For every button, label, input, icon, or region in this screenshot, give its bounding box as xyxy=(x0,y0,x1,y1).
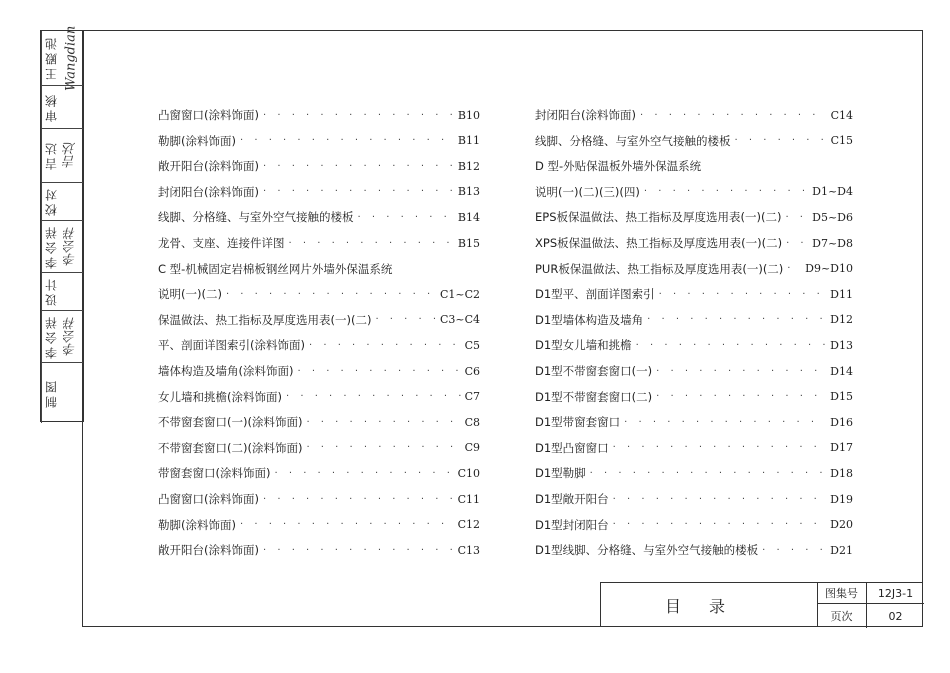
drawing-title: 目录 xyxy=(601,583,818,627)
toc-page-ref: D16 xyxy=(830,415,853,429)
toc-entry-title: 不带窗套窗口(一)(涂料饰面) xyxy=(158,415,303,430)
toc-leader-dots xyxy=(640,110,827,121)
toc-entry-title: 龙骨、支座、连接件详图 xyxy=(158,236,285,250)
toc-entry xyxy=(158,234,480,252)
toc-page-ref: D12 xyxy=(830,313,853,327)
toc-entry xyxy=(158,439,480,457)
toc-entry xyxy=(158,336,480,354)
toc-leader-dots xyxy=(659,289,827,300)
toc-entry-title: 保温做法、热工指标及厚度选用表(一)(二) xyxy=(158,312,372,327)
toc-leader-dots xyxy=(636,340,827,351)
toc-page-ref: D5~D6 xyxy=(812,210,853,224)
toc-entry-title: D1型线脚、分格缝、与室外空气接触的楼板 xyxy=(535,543,759,558)
toc-leader-dots xyxy=(785,212,808,223)
toc-entry xyxy=(535,234,853,252)
toc-entry-title: D1型平、剖面详图索引 xyxy=(535,287,655,302)
toc-entry-title: 勒脚(涂料饰面) xyxy=(158,133,236,148)
toc-leader-dots xyxy=(590,468,827,479)
toc-page-ref: D7~D8 xyxy=(812,236,853,250)
toc-entry-title: C 型-机械固定岩棉板钢丝网片外墙外保温系统 xyxy=(158,261,393,276)
toc-entry xyxy=(158,464,480,482)
toc-page-ref: B10 xyxy=(457,108,480,122)
toc-entry-title: D1型女儿墙和挑檐 xyxy=(535,338,632,353)
toc-leader-dots xyxy=(274,468,453,479)
toc-page-ref: C15 xyxy=(830,134,853,148)
toc-page-ref: D17 xyxy=(830,441,853,455)
strip-role-label: 制图 xyxy=(41,363,60,423)
toc-entry-title: D1型凸窗窗口 xyxy=(535,440,609,455)
toc-page-ref: C7 xyxy=(464,390,480,404)
toc-entry-title: 女儿墙和挑檐(涂料饰面) xyxy=(158,389,282,404)
toc-leader-dots xyxy=(787,263,801,274)
toc-leader-dots xyxy=(263,110,454,121)
strip-cell xyxy=(41,363,83,423)
toc-page-ref: D11 xyxy=(830,287,853,301)
toc-entry-title: D1型带窗套窗口 xyxy=(535,415,621,430)
toc-leader-dots xyxy=(309,340,461,351)
strip-signature xyxy=(59,273,83,310)
strip-signature xyxy=(59,183,83,220)
toc-leader-dots xyxy=(306,442,460,453)
toc-leader-dots xyxy=(289,238,454,249)
toc-entry-title: 说明(一)(二)(三)(四) xyxy=(535,184,640,199)
toc-entry xyxy=(158,413,480,431)
toc-entry xyxy=(535,336,853,354)
toc-page-ref: C10 xyxy=(457,466,480,480)
toc-entry-title: 带窗套窗口(涂料饰面) xyxy=(158,466,271,481)
strip-cell xyxy=(41,129,83,183)
toc-entry xyxy=(158,362,480,380)
strip-signature xyxy=(59,86,83,128)
page-number-value: 02 xyxy=(888,609,903,623)
toc-entry xyxy=(535,106,853,124)
toc-entry-title: 不带窗套窗口(二)(涂料饰面) xyxy=(158,440,303,455)
toc-entry xyxy=(535,183,853,201)
toc-entry-title: D1型不带窗套窗口(二) xyxy=(535,389,653,404)
toc-entry xyxy=(158,132,480,150)
toc-section-header xyxy=(158,260,480,278)
toc-entry xyxy=(535,208,853,226)
toc-page-ref: B15 xyxy=(457,236,480,250)
toc-entry-title: D1型勒脚 xyxy=(535,466,586,481)
toc-page-ref: D15 xyxy=(830,390,853,404)
toc-entry xyxy=(535,260,853,278)
strip-cell xyxy=(41,25,83,91)
toc-entry-title: 封闭阳台(涂料饰面) xyxy=(158,184,259,199)
toc-page-ref: D9~D10 xyxy=(805,262,853,276)
strip-signature: Wangdian xyxy=(63,25,79,91)
strip-signature: 李会祥 xyxy=(63,317,79,356)
toc-entry xyxy=(158,285,480,303)
toc-page-ref: D18 xyxy=(830,466,853,480)
toc-page-ref: C6 xyxy=(464,364,480,378)
toc-leader-dots xyxy=(762,545,826,556)
toc-page-ref: B14 xyxy=(457,210,480,224)
toc-leader-dots xyxy=(263,161,454,172)
toc-entry xyxy=(158,183,480,201)
toc-page-ref: D19 xyxy=(830,492,853,506)
toc-entry xyxy=(158,157,480,175)
strip-cell xyxy=(41,273,83,311)
toc-entry xyxy=(158,311,480,329)
toc-entry xyxy=(535,132,853,150)
strip-role-label: 王殿池 xyxy=(41,31,60,85)
toc-entry-title: D 型-外贴保温板外墙外保温系统 xyxy=(535,159,702,174)
strip-role-label: 李会祥 xyxy=(41,221,60,272)
toc-leader-dots xyxy=(735,135,827,146)
strip-signature: 李会祥 xyxy=(63,227,79,266)
toc-leader-dots xyxy=(263,186,454,197)
atlas-number-value: 12J3-1 xyxy=(867,583,924,604)
toc-leader-dots xyxy=(375,314,436,325)
toc-entry xyxy=(535,490,853,508)
toc-page-ref: C8 xyxy=(464,415,480,429)
toc-leader-dots xyxy=(656,366,826,377)
toc-leader-dots xyxy=(358,212,454,223)
toc-entry xyxy=(158,208,480,226)
strip-cell xyxy=(41,221,83,273)
toc-page-ref: C11 xyxy=(457,492,480,506)
toc-entry xyxy=(535,311,853,329)
toc-page-ref: B12 xyxy=(457,159,480,173)
toc-leader-dots xyxy=(263,545,454,556)
strip-signature xyxy=(59,363,83,423)
toc-entry-title: 勒脚(涂料饰面) xyxy=(158,517,236,532)
toc-entry-title: D1型不带窗套窗口(一) xyxy=(535,364,653,378)
toc-entry-title: D1型封闭阳台 xyxy=(535,517,609,532)
toc-entry-title: 封闭阳台(涂料饰面) xyxy=(535,108,636,122)
toc-page-ref: C3~C4 xyxy=(439,313,480,327)
strip-cell xyxy=(41,183,83,221)
toc-leader-dots xyxy=(240,135,454,146)
strip-role-label: 审核 xyxy=(41,86,60,128)
toc-leader-dots xyxy=(286,391,461,402)
toc-page-ref: D21 xyxy=(830,543,853,557)
strip-signature: 吉达 xyxy=(63,142,79,169)
strip-role-label: 吉达 xyxy=(41,129,60,182)
toc-page-ref: B13 xyxy=(457,185,480,199)
strip-cell xyxy=(41,86,83,129)
toc-entry-title: 墙体构造及墙角(涂料饰面) xyxy=(158,364,294,378)
strip-role-label: 李会祥 xyxy=(41,311,60,362)
toc-entry xyxy=(535,413,853,431)
page-number-label: 页次 xyxy=(817,604,867,628)
toc-leader-dots xyxy=(297,366,460,377)
toc-page-ref: D13 xyxy=(830,338,853,352)
strip-role-label: 设计 xyxy=(41,273,60,310)
toc-leader-dots xyxy=(644,186,808,197)
toc-entry xyxy=(535,388,853,406)
toc-leader-dots xyxy=(306,417,460,428)
strip-role-label: 校对 xyxy=(41,183,60,220)
toc-page-ref: C1~C2 xyxy=(439,287,480,301)
toc-leader-dots xyxy=(226,289,436,300)
strip-cell xyxy=(41,311,83,363)
toc-entry xyxy=(535,285,853,303)
toc-page-ref: C13 xyxy=(457,543,480,557)
toc-entry-title: XPS板保温做法、热工指标及厚度选用表(一)(二) xyxy=(535,236,783,250)
toc-entry-title: D1型敞开阳台 xyxy=(535,492,609,506)
toc-entry-title: 线脚、分格缝、与室外空气接触的楼板 xyxy=(158,210,354,225)
toc-page-ref: C9 xyxy=(464,441,480,455)
toc-leader-dots xyxy=(613,442,827,453)
toc-page-ref: D1~D4 xyxy=(812,185,853,199)
toc-entry-title: 凸窗窗口(涂料饰面) xyxy=(158,108,259,122)
toc-entry xyxy=(158,388,480,406)
toc-page-ref: D14 xyxy=(830,364,853,378)
toc-entry xyxy=(535,464,853,482)
toc-entry xyxy=(535,516,853,534)
toc-entry-title: 敞开阳台(涂料饰面) xyxy=(158,159,259,174)
toc-entry-title: PUR板保温做法、热工指标及厚度选用表(一)(二) xyxy=(535,261,784,276)
title-block xyxy=(600,582,923,627)
toc-leader-dots xyxy=(613,519,827,530)
toc-leader-dots xyxy=(656,391,826,402)
toc-entry xyxy=(158,516,480,534)
toc-leader-dots xyxy=(613,494,827,505)
toc-leader-dots xyxy=(624,417,826,428)
toc-page-ref: B11 xyxy=(457,134,480,148)
toc-entry-title: EPS板保温做法、热工指标及厚度选用表(一)(二) xyxy=(535,210,782,225)
toc-entry-title: 敞开阳台(涂料饰面) xyxy=(158,543,259,558)
toc-entry xyxy=(535,362,853,380)
toc-page-ref: C12 xyxy=(457,518,480,532)
toc-entry-title: D1型墙体构造及墙角 xyxy=(535,312,644,327)
toc-entry xyxy=(535,541,853,559)
toc-page-ref: D20 xyxy=(830,518,853,532)
toc-entry xyxy=(158,490,480,508)
toc-entry xyxy=(535,439,853,457)
toc-page-ref: C14 xyxy=(830,108,853,122)
toc-page-ref: C5 xyxy=(464,338,480,352)
toc-entry-title: 平、剖面详图索引(涂料饰面) xyxy=(158,338,305,353)
toc-leader-dots xyxy=(263,494,454,505)
toc-entry xyxy=(158,106,480,124)
toc-entry xyxy=(158,541,480,559)
atlas-number-label: 图集号 xyxy=(817,583,867,604)
toc-section-header xyxy=(535,157,853,175)
toc-leader-dots xyxy=(647,314,826,325)
toc-entry-title: 线脚、分格缝、与室外空气接触的楼板 xyxy=(535,133,731,148)
toc-entry-title: 说明(一)(二) xyxy=(158,287,222,302)
signature-strip xyxy=(40,25,84,422)
toc-entry-title: 凸窗窗口(涂料饰面) xyxy=(158,492,259,506)
toc-leader-dots xyxy=(786,238,808,249)
toc-leader-dots xyxy=(240,519,454,530)
